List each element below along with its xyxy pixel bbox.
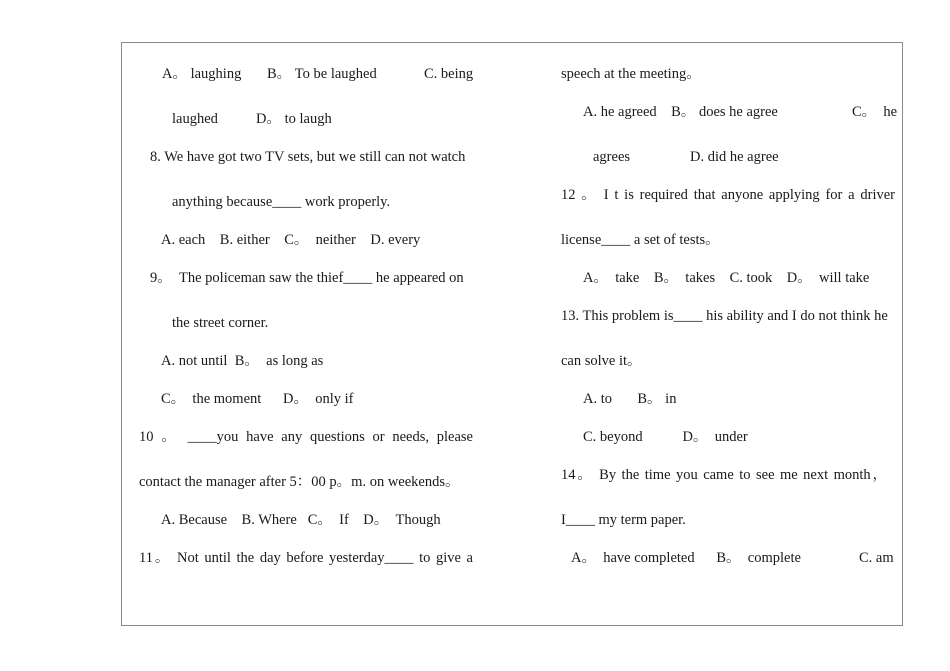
q14-stem-line1: 14。 By the time you came to see me next month， [561,467,887,483]
q11-option-c-continued: agrees [593,149,631,165]
q8-options: A. each B. either C。 neither D. every [161,232,421,248]
q11-stem-line1: 11。 Not until the day before yesterday____ to give a [139,550,473,566]
q9-options-line2: C。 the moment D。 only if [161,391,354,407]
q7-option-c-continued: laughed [172,111,218,127]
q8-stem-line2: anything because____ work properly. [172,194,391,210]
q13-options-line1: A. to B。 in [583,391,677,407]
q8-stem-line1: 8. We have got two TV sets, but we still can not watch [150,149,466,165]
q12-stem-line2: license____ a set of tests。 [561,232,720,248]
q7-option-d: D。 to laugh [256,111,332,127]
q11-stem-line2: speech at the meeting。 [561,66,701,82]
page-frame [121,42,903,626]
q9-options-line1: A. not until B。 as long as [161,353,324,369]
q12-options: A。 take B。 takes C. took D。 will take [583,270,870,286]
q13-stem-line2: can solve it。 [561,353,642,369]
q14-stem-line2: I____ my term paper. [561,512,686,528]
q13-stem-line1: 13. This problem is____ his ability and I do not think he [561,308,888,324]
q11-option-c: C。 he [852,104,898,120]
q12-stem-line1: 12 。 I t is required that anyone applying for a driver [561,187,895,203]
q10-stem-line1: 10 。 ____you have any questions or needs, please [139,429,473,445]
q14-options-ab: A。 have completed B。 complete [571,550,801,566]
q9-stem-line2: the street corner. [172,315,269,331]
q13-options-line2: C. beyond D。 under [583,429,748,445]
q14-option-c: C. am [859,550,894,566]
q9-stem-line1: 9。 The policeman saw the thief____ he appeared on [150,270,464,286]
q11-options-ab: A. he agreed B。 does he agree [583,104,778,120]
q7-option-c: C. being [424,66,474,82]
q10-stem-line2: contact the manager after 5：00 p。m. on weekends。 [139,474,460,490]
q10-options: A. Because B. Where C。 If D。 Though [161,512,441,528]
q7-option-b: B。 To be laughed [267,66,377,82]
q7-option-a: A。 laughing [162,66,242,82]
q11-option-d: D. did he agree [690,149,779,165]
